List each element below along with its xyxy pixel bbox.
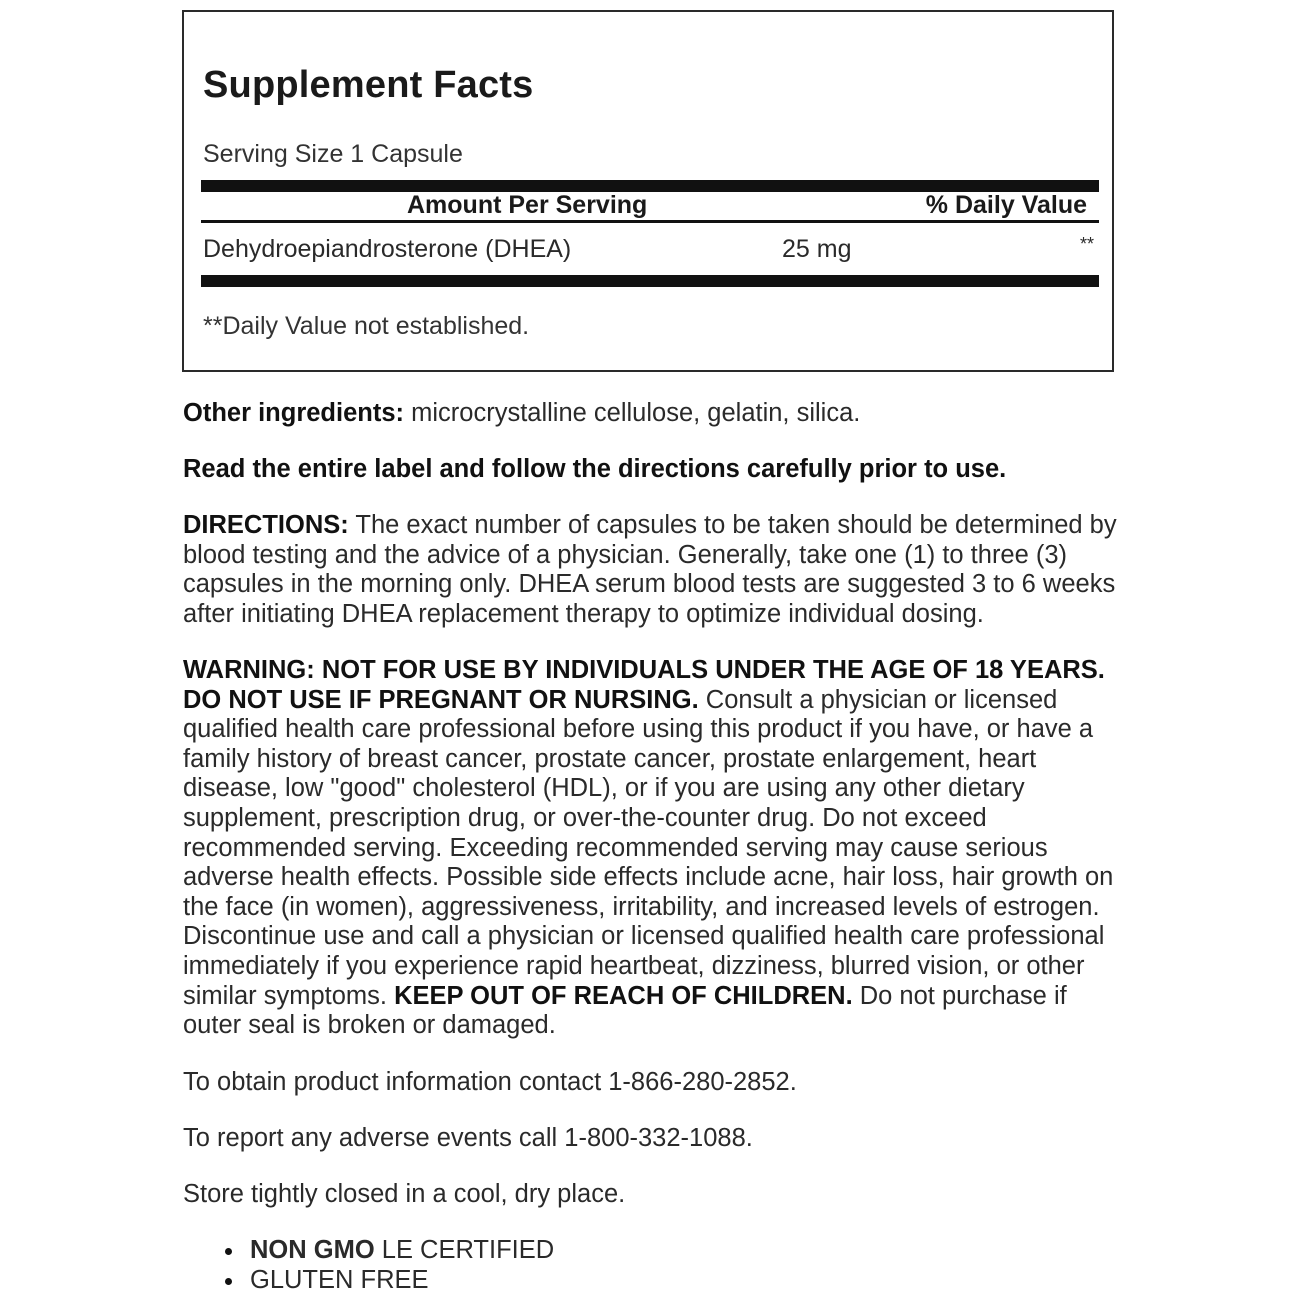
ingredient-amount: 25 mg (782, 235, 852, 263)
other-ingredients-label: Other ingredients: (183, 399, 405, 427)
list-item-bold: NON GMO (250, 1236, 375, 1264)
contact-info: To obtain product information contact 1-866-280-2852. (183, 1068, 797, 1096)
supplement-facts-panel (182, 10, 1114, 372)
bullet-icon (225, 1278, 232, 1285)
storage-info: Store tightly closed in a cool, dry place. (183, 1180, 626, 1208)
serving-size: Serving Size 1 Capsule (203, 140, 463, 168)
certification-list (225, 1236, 554, 1295)
bullet-icon (225, 1248, 232, 1255)
read-label-notice (183, 455, 1123, 485)
seal-notice: Do not purchase if outer seal is broken or damaged. (183, 981, 1067, 1040)
other-ingredients (183, 399, 1123, 429)
directions-text: The exact number of capsules to be taken should be determined by blood testing and the advice of a physician. Generally, take one (1) to three (3) capsules in the morning only. DHEA serum blood tests are suggested 3 to 6 weeks after initiating DHEA replacement therapy to optimize individual dosing. (183, 511, 1117, 628)
thick-divider-bottom (201, 275, 1099, 287)
daily-value-footnote: **Daily Value not established. (203, 312, 530, 340)
other-ingredients-text: microcrystalline cellulose, gelatin, silica. (404, 399, 861, 427)
directions-label: DIRECTIONS: (183, 511, 349, 539)
warning (183, 656, 1123, 1041)
warning-text: Consult a physician or licensed qualified health care professional before using this product if you have, or have a family history of breast cancer, prostate cancer, prostate enlargement, heart disease, low "good" cholesterol (HDL), or if you are using any other dietary supplement, prescription drug, or over-the-counter drug. Do not exceed recommended serving. Exceeding recommended serving may cause serious adverse health effects. Possible side effects include acne, hair loss, hair growth on the face (in women), aggressiveness, irritability, and increased levels of estrogen. Discontinue use and call a physician or licensed qualified health care professional immediately if you experience rapid heartbeat, dizziness, blurred vision, or other similar symptoms. (183, 685, 1114, 1010)
list-item (225, 1266, 554, 1296)
list-item-text: GLUTEN FREE (250, 1265, 429, 1294)
amount-per-serving-header: Amount Per Serving (407, 191, 648, 219)
warning-label: WARNING: NOT FOR USE BY INDIVIDUALS UNDER THE AGE OF 18 YEARS. DO NOT USE IF PREGNANT OR NURSING. (183, 656, 1105, 714)
directions (183, 511, 1123, 629)
daily-value-header: % Daily Value (925, 191, 1087, 219)
keep-out-of-reach: KEEP OUT OF REACH OF CHILDREN. (387, 981, 853, 1010)
list-item (225, 1236, 554, 1266)
ingredient-name: Dehydroepiandrosterone (DHEA) (203, 235, 572, 263)
thin-divider (201, 220, 1099, 223)
list-item-text: LE CERTIFIED (374, 1236, 555, 1264)
supplement-facts-title: Supplement Facts (203, 64, 534, 106)
adverse-events-info: To report any adverse events call 1-800-332-1088. (183, 1124, 753, 1152)
ingredient-daily-value: ** (1079, 234, 1094, 254)
read-label-text: Read the entire label and follow the directions carefully prior to use. (183, 455, 1007, 483)
